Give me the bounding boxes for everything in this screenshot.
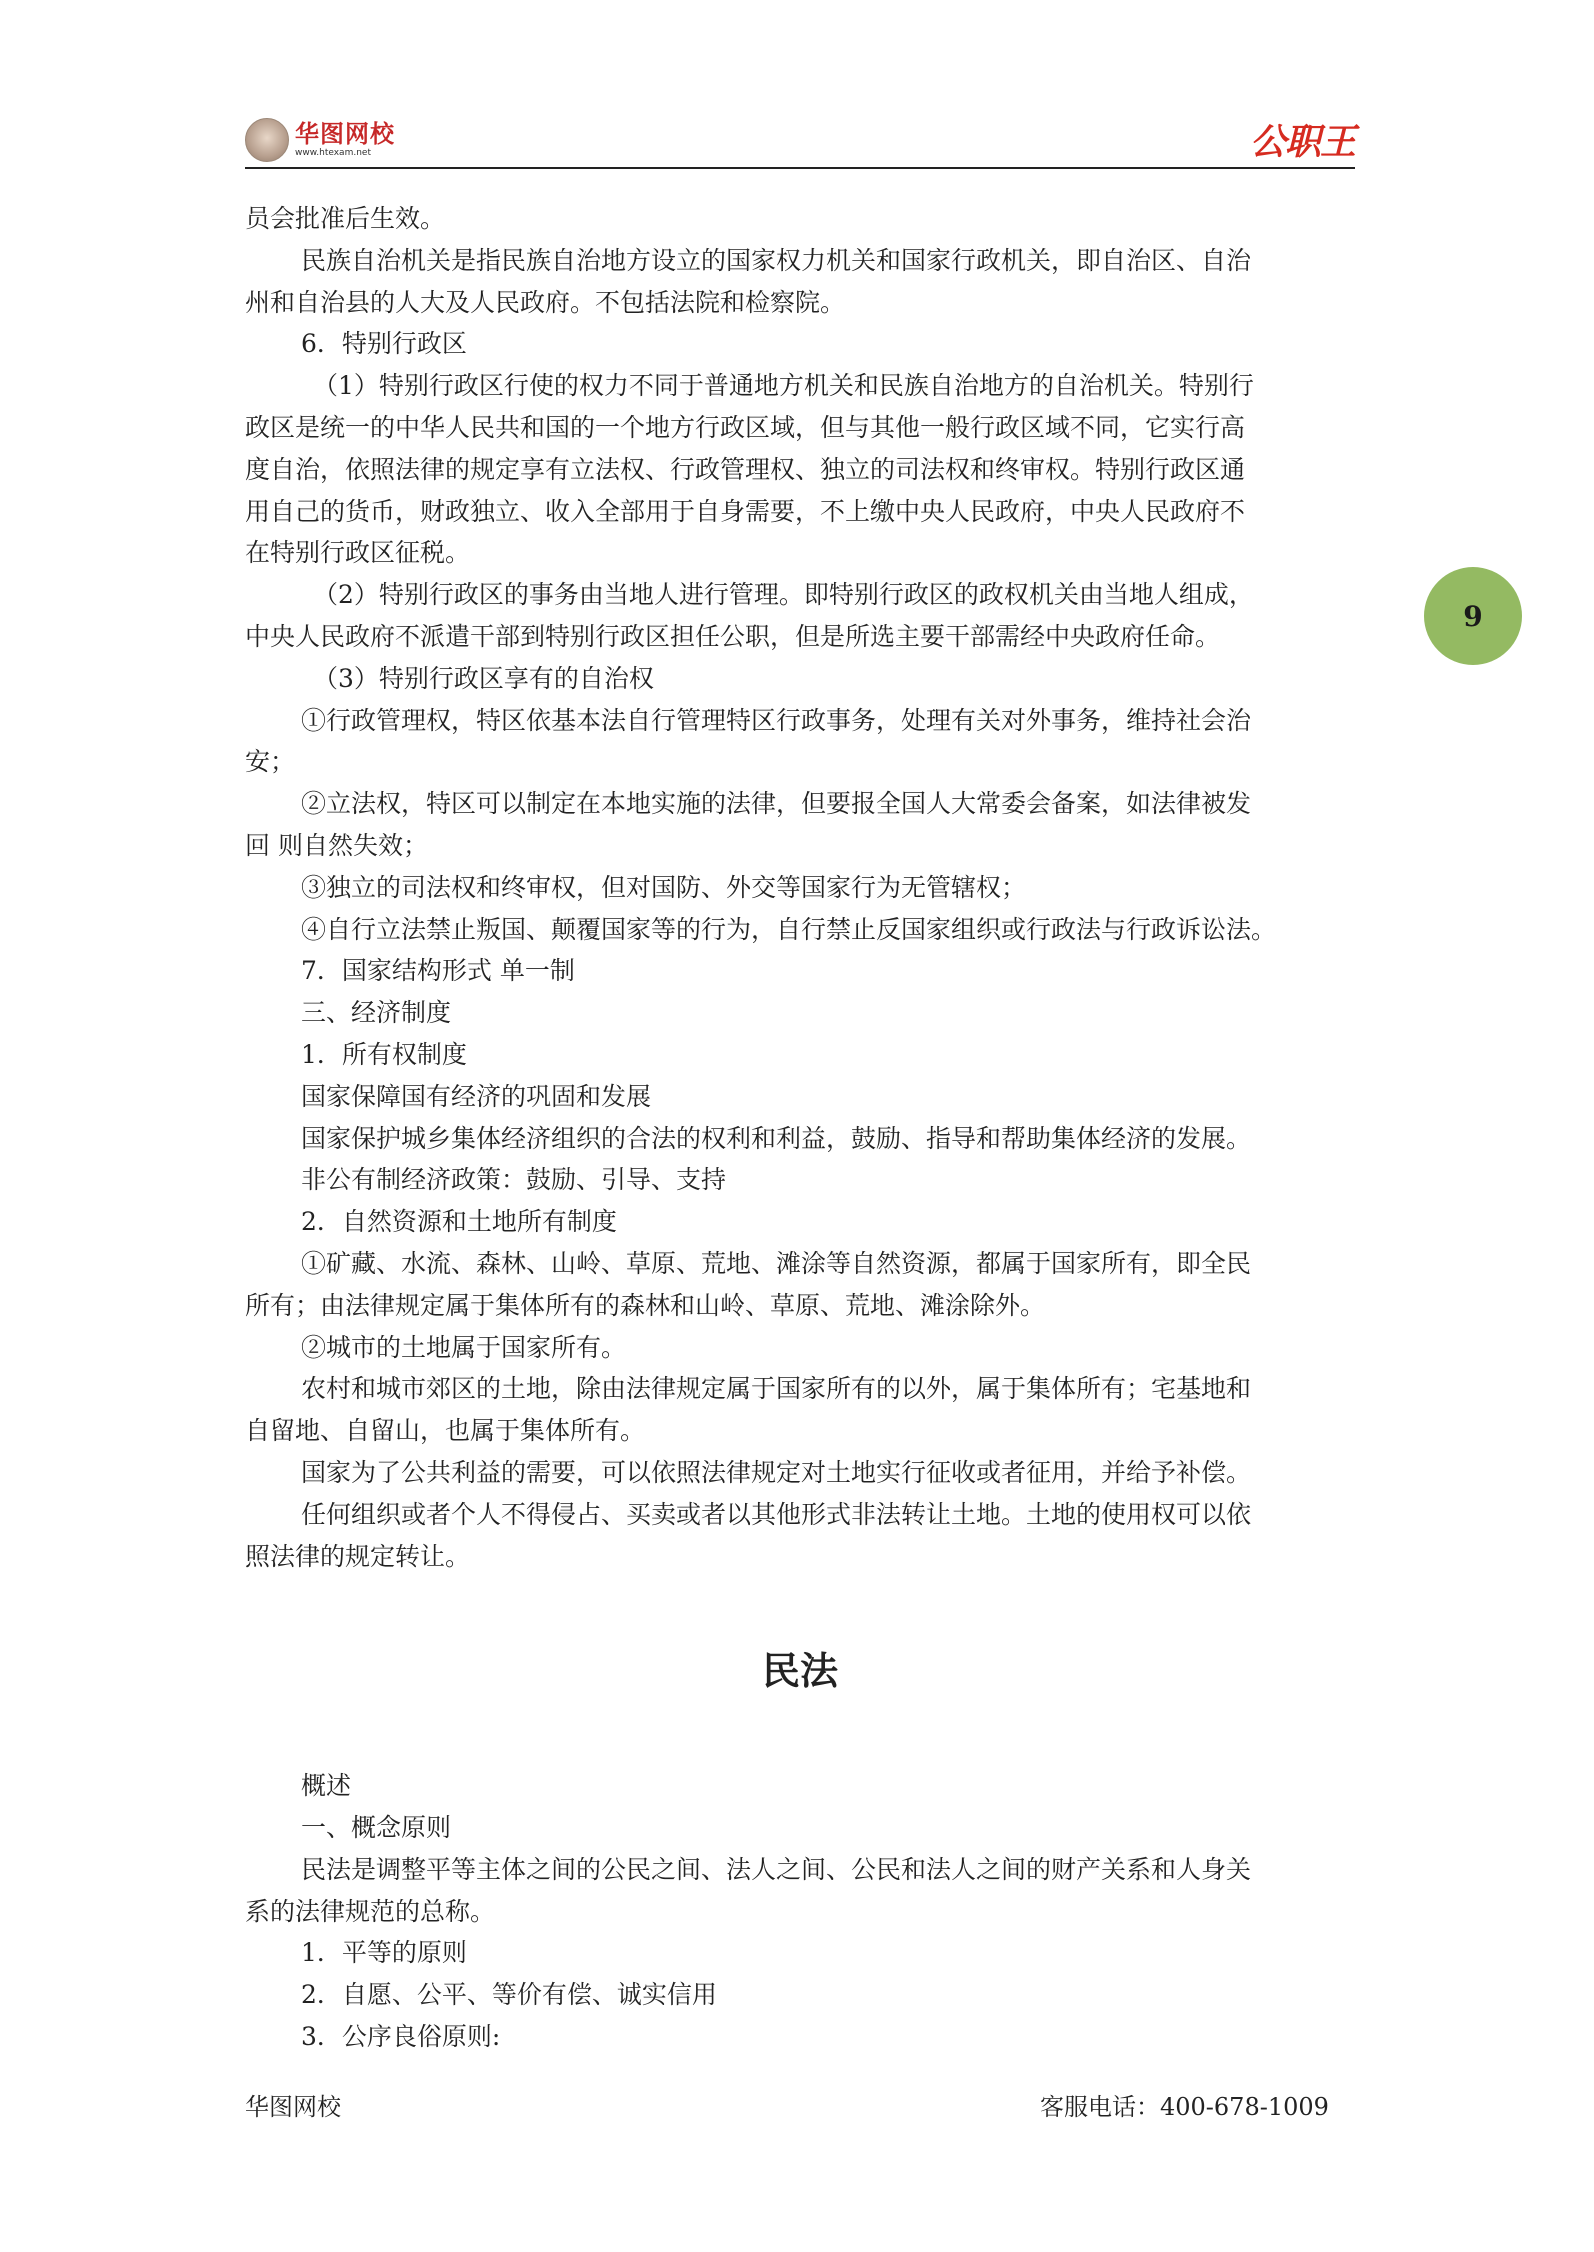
text-line: 2．自愿、公平、等价有偿、诚实信用	[301, 1980, 717, 2010]
text-line: 照法律的规定转让。	[245, 1541, 471, 1571]
footer-brand: 华图网校	[245, 2093, 341, 2121]
body-text	[245, 198, 1355, 1577]
text-line: 所有；由法律规定属于集体所有的森林和山岭、草原、荒地、滩涂除外。	[245, 1290, 1046, 1320]
page-header	[245, 108, 1355, 168]
text-line: 州和自治县的人大及人民政府。不包括法院和检察院。	[245, 287, 846, 317]
text-line: 安；	[245, 747, 296, 777]
text-line: 三、经济制度	[301, 998, 452, 1028]
text-line: 员会批准后生效。	[245, 204, 446, 233]
text-line: 3．公序良俗原则:	[301, 2022, 501, 2052]
text-line: 6．特别行政区	[301, 329, 467, 359]
text-line: 民法是调整平等主体之间的公民之间、法人之间、公民和法人之间的财产关系和人身关	[301, 1854, 1252, 1884]
header-divider	[245, 167, 1355, 169]
text-line: 一、概念原则	[301, 1813, 452, 1843]
text-line: ①矿藏、水流、森林、山岭、草原、荒地、滩涂等自然资源，都属于国家所有，即全民	[301, 1248, 1252, 1278]
text-line: 用自己的货币，财政独立、收入全部用于自身需要，不上缴中央人民政府，中央人民政府不	[245, 496, 1246, 526]
text-line: （2）特别行政区的事务由当地人进行管理。即特别行政区的政权机关由当地人组成，	[313, 580, 1254, 610]
text-line: ④自行立法禁止叛国、颠覆国家等的行为，自行禁止反国家组织或行政法与行政诉讼法。	[301, 914, 1277, 944]
page-number-badge: 9	[1424, 567, 1522, 665]
section-title: 民法	[761, 1649, 838, 1694]
footer-hotline: 客服电话：400-678-1009	[1040, 2093, 1329, 2121]
text-line: 自留地、自留山，也属于集体所有。	[245, 1416, 646, 1446]
text-line: 2．自然资源和土地所有制度	[301, 1207, 617, 1237]
huatu-emblem-icon	[245, 118, 289, 162]
text-line: 度自治，依照法律的规定享有立法权、行政管理权、独立的司法权和终审权。特别行政区通	[245, 454, 1246, 484]
huatu-logo[interactable]	[245, 118, 395, 162]
logo-name: 华图网校	[295, 120, 395, 148]
text-line: 任何组织或者个人不得侵占、买卖或者以其他形式非法转让土地。土地的使用权可以依	[301, 1499, 1252, 1529]
text-line: 系的法律规范的总称。	[245, 1896, 496, 1926]
text-line: （3）特别行政区享有的自治权	[313, 663, 654, 693]
text-line: ②立法权，特区可以制定在本地实施的法律，但要报全国人大常委会备案，如法律被发	[301, 789, 1252, 819]
text-line: 7．国家结构形式 单一制	[301, 956, 575, 986]
text-line: 国家为了公共利益的需要，可以依照法律规定对土地实行征收或者征用，并给予补偿。	[301, 1457, 1252, 1487]
logo-text	[295, 121, 395, 159]
text-line: 1．平等的原则	[301, 1938, 467, 1968]
section-text	[245, 1765, 1355, 2058]
text-line: ③独立的司法权和终审权，但对国防、外交等国家行为无管辖权；	[301, 872, 1027, 902]
text-line: 农村和城市郊区的土地，除由法律规定属于国家所有的以外，属于集体所有；宅基地和	[301, 1374, 1252, 1404]
text-line: 国家保障国有经济的巩固和发展	[301, 1081, 652, 1111]
text-line: ①行政管理权，特区依基本法自行管理特区行政事务，处理有关对外事务，维持社会治	[301, 705, 1252, 735]
text-line: （1）特别行政区行使的权力不同于普通地方机关和民族自治地方的自治机关。特别行	[313, 371, 1254, 401]
text-line: 政区是统一的中华人民共和国的一个地方行政区域，但与其他一般行政区域不同，它实行高	[245, 412, 1246, 442]
logo-url: www.htexam.net	[295, 148, 371, 158]
text-line: 民族自治机关是指民族自治地方设立的国家权力机关和国家行政机关，即自治区、自治	[301, 245, 1252, 275]
text-line: 概述	[301, 1771, 352, 1801]
text-line: 1．所有权制度	[301, 1039, 467, 1069]
text-line: 国家保护城乡集体经济组织的合法的权利和利益，鼓励、指导和帮助集体经济的发展。	[301, 1123, 1252, 1153]
text-line: 回 则自然失效；	[245, 830, 428, 860]
text-line: ②城市的土地属于国家所有。	[301, 1332, 627, 1362]
document-body	[245, 198, 1355, 2058]
gongzhiwang-logo[interactable]: 公职王	[1249, 122, 1355, 163]
text-line: 非公有制经济政策：鼓励、引导、支持	[301, 1165, 727, 1195]
text-line: 在特别行政区征税。	[245, 538, 471, 568]
text-line: 中央人民政府不派遣干部到特别行政区担任公职，但是所选主要干部需经中央政府任命。	[245, 621, 1221, 651]
